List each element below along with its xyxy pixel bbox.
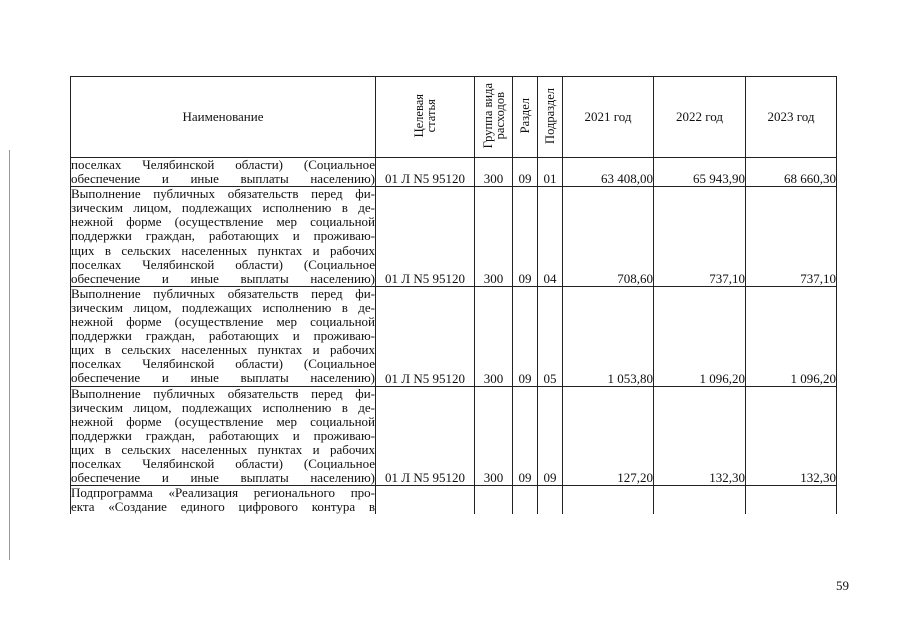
row-name: Выполнение публичных обязательств перед фи- зическим лицом, подлежащих исполнению в де- нежной форме (осуществление мер социальной поддержки граждан, работающих и проживаю- щих в сельских населенных пунктах и рабочих поселках Челябинской области) (Социальное обеспечение и иные выплаты населению) [71, 186, 375, 286]
table-row [71, 158, 837, 187]
table-row [71, 486, 837, 515]
header-2022: 2022 год [654, 77, 746, 158]
row-section: 09 [513, 158, 538, 187]
row-2021: 63 408,00 [563, 158, 654, 187]
row-2023 [746, 486, 837, 515]
header-2023: 2023 год [746, 77, 837, 158]
header-name: Наименование [71, 77, 376, 158]
header-subsection [538, 77, 563, 158]
header-subsection-label: Подраздел [543, 87, 557, 144]
row-name: Подпрограмма «Реализация регионального про- екта «Создание единого цифрового контура в [71, 485, 375, 515]
header-target-label: Целевая статья [412, 93, 438, 138]
row-2023: 132,30 [746, 386, 837, 486]
header-section [513, 77, 538, 158]
row-group [475, 486, 513, 515]
row-name: Выполнение публичных обязательств перед фи- зическим лицом, подлежащих исполнению в де- нежной форме (осуществление мер социальной поддержки граждан, работающих и проживаю- щих в сельских населенных пунктах и рабочих поселках Челябинской области) (Социальное обеспечение и иные выплаты населению) [71, 285, 375, 386]
header-section-label: Раздел [518, 97, 532, 134]
row-section: 09 [513, 286, 538, 386]
header-target [376, 77, 475, 158]
row-subsection: 04 [538, 187, 563, 287]
header-2021: 2021 год [563, 77, 654, 158]
row-subsection: 01 [538, 158, 563, 187]
row-group: 300 [475, 286, 513, 386]
row-subsection: 05 [538, 286, 563, 386]
header-expense-group [475, 77, 513, 158]
row-group: 300 [475, 386, 513, 486]
row-2021 [563, 486, 654, 515]
row-2022: 1 096,20 [654, 286, 746, 386]
margin-rule [9, 150, 10, 560]
row-name: Выполнение публичных обязательств перед фи- зическим лицом, подлежащих исполнению в де- нежной форме (осуществление мер социальной поддержки граждан, работающих и проживаю- щих в сельских населенных пунктах и рабочих поселках Челябинской области) (Социальное обеспечение и иные выплаты населению) [71, 385, 375, 486]
row-2021: 127,20 [563, 386, 654, 486]
row-code: 01 Л N5 95120 [376, 158, 475, 187]
row-2022: 132,30 [654, 386, 746, 486]
row-subsection: 09 [538, 386, 563, 486]
budget-table [70, 76, 837, 514]
table-row [71, 386, 837, 486]
table-header-row [71, 77, 837, 158]
row-code: 01 Л N5 95120 [376, 286, 475, 386]
row-section: 09 [513, 187, 538, 287]
row-2022 [654, 486, 746, 515]
row-2023: 737,10 [746, 187, 837, 287]
table-row [71, 286, 837, 386]
row-code: 01 Л N5 95120 [376, 386, 475, 486]
row-subsection [538, 486, 563, 515]
row-name: поселках Челябинской области) (Социальное обеспечение и иные выплаты населению) [71, 157, 375, 187]
row-2022: 737,10 [654, 187, 746, 287]
row-2023: 68 660,30 [746, 158, 837, 187]
row-group: 300 [475, 187, 513, 287]
row-2021: 708,60 [563, 187, 654, 287]
row-code [376, 486, 475, 515]
row-code: 01 Л N5 95120 [376, 187, 475, 287]
table-row [71, 187, 837, 287]
page-number: 59 [836, 578, 849, 593]
row-2023: 1 096,20 [746, 286, 837, 386]
row-2021: 1 053,80 [563, 286, 654, 386]
row-group: 300 [475, 158, 513, 187]
row-section: 09 [513, 386, 538, 486]
header-expense-group-label: Группа вида расходов [480, 82, 507, 149]
row-section [513, 486, 538, 515]
row-2022: 65 943,90 [654, 158, 746, 187]
